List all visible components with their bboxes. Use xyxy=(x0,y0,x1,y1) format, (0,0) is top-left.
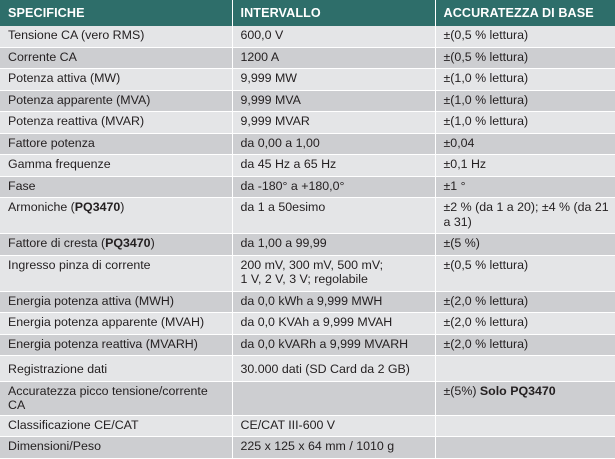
spec-cell xyxy=(0,198,232,234)
spec-cell: Fase xyxy=(0,176,232,198)
accuracy-text: ±(5%) xyxy=(443,383,480,398)
accuracy-cell: ±(0,5 % lettura) xyxy=(435,26,615,47)
accuracy-cell xyxy=(435,381,615,415)
range-cell: da 0,00 a 1,00 xyxy=(232,133,435,155)
spec-text: ) xyxy=(120,200,125,214)
range-cell: da 0,0 kWh a 9,999 MWH xyxy=(232,291,435,313)
accuracy-cell: ±(0,5 % lettura) xyxy=(435,255,615,291)
header-specifiche: SPECIFICHE xyxy=(0,0,232,26)
accuracy-cell: ±(2,0 % lettura) xyxy=(435,313,615,335)
range-cell: da 45 Hz a 65 Hz xyxy=(232,155,435,177)
table-row xyxy=(0,26,615,47)
range-cell: 30.000 dati (SD Card da 2 GB) xyxy=(232,356,435,382)
range-cell xyxy=(232,381,435,415)
range-cell: da 1 a 50esimo xyxy=(232,198,435,234)
table-row xyxy=(0,198,615,234)
spec-cell: Potenza attiva (MW) xyxy=(0,69,232,91)
spec-cell: Corrente CA xyxy=(0,47,232,69)
accuracy-cell: ±0,1 Hz xyxy=(435,155,615,177)
accuracy-cell: ±0,04 xyxy=(435,133,615,155)
range-cell: 9,999 MW xyxy=(232,69,435,91)
accuracy-cell: ±(5 %) xyxy=(435,234,615,256)
table-row xyxy=(0,437,615,459)
spec-text: Fattore di cresta ( xyxy=(8,236,106,250)
spec-cell: Dimensioni/Peso xyxy=(0,437,232,459)
range-cell: da -180° a +180,0° xyxy=(232,176,435,198)
table-row xyxy=(0,291,615,313)
spec-cell: Energia potenza attiva (MWH) xyxy=(0,291,232,313)
table-row xyxy=(0,133,615,155)
table-row xyxy=(0,334,615,356)
spec-cell: Ingresso pinza di corrente xyxy=(0,255,232,291)
spec-cell: Gamma frequenze xyxy=(0,155,232,177)
table-row xyxy=(0,112,615,134)
table-row xyxy=(0,381,615,415)
range-cell: 1200 A xyxy=(232,47,435,69)
spec-cell: Registrazione dati xyxy=(0,356,232,382)
spec-cell: Potenza apparente (MVA) xyxy=(0,90,232,112)
header-intervallo: INTERVALLO xyxy=(232,0,435,26)
table-row xyxy=(0,313,615,335)
model-label: PQ3470 xyxy=(105,236,151,250)
range-cell: 600,0 V xyxy=(232,26,435,47)
accuracy-cell: ±(1,0 % lettura) xyxy=(435,112,615,134)
spec-cell: Energia potenza apparente (MVAH) xyxy=(0,313,232,335)
spec-cell: Potenza reattiva (MVAR) xyxy=(0,112,232,134)
spec-cell: Classificazione CE/CAT xyxy=(0,415,232,437)
range-cell: CE/CAT III-600 V xyxy=(232,415,435,437)
range-cell: da 0,0 kVARh a 9,999 MVARH xyxy=(232,334,435,356)
table-row xyxy=(0,234,615,256)
accuracy-cell: ±(1,0 % lettura) xyxy=(435,90,615,112)
spec-cell: Fattore potenza xyxy=(0,133,232,155)
table-row xyxy=(0,69,615,91)
accuracy-cell: ±(2,0 % lettura) xyxy=(435,291,615,313)
model-label: PQ3470 xyxy=(74,200,121,214)
range-cell: 9,999 MVA xyxy=(232,90,435,112)
table-header-row xyxy=(0,0,615,26)
spec-cell xyxy=(0,234,232,256)
table-row xyxy=(0,176,615,198)
spec-text: Armoniche ( xyxy=(8,200,75,214)
table-row xyxy=(0,155,615,177)
header-accuratezza: ACCURATEZZA DI BASE xyxy=(435,0,615,26)
spec-text: ) xyxy=(150,236,155,250)
range-line: 1 V, 2 V, 3 V; regolabile xyxy=(240,272,368,286)
accuracy-cell xyxy=(435,437,615,459)
spec-cell: Tensione CA (vero RMS) xyxy=(0,26,232,47)
accuracy-cell: ±(2,0 % lettura) xyxy=(435,334,615,356)
model-label: Solo PQ3470 xyxy=(479,383,556,398)
range-cell: 9,999 MVAR xyxy=(232,112,435,134)
accuracy-cell xyxy=(435,356,615,382)
accuracy-cell: ±(0,5 % lettura) xyxy=(435,47,615,69)
table-row xyxy=(0,47,615,69)
accuracy-cell: ±(1,0 % lettura) xyxy=(435,69,615,91)
table-row xyxy=(0,356,615,382)
spec-cell: Accuratezza picco tensione/corrente CA xyxy=(0,381,232,415)
range-cell xyxy=(232,255,435,291)
accuracy-cell: ±1 ° xyxy=(435,176,615,198)
range-cell: da 0,0 KVAh a 9,999 MVAH xyxy=(232,313,435,335)
accuracy-cell xyxy=(435,415,615,437)
table-row xyxy=(0,90,615,112)
range-cell: 225 x 125 x 64 mm / 1010 g xyxy=(232,437,435,459)
range-cell: da 1,00 a 99,99 xyxy=(232,234,435,256)
accuracy-cell: ±2 % (da 1 a 20); ±4 % (da 21 a 31) xyxy=(435,198,615,234)
range-line: 200 mV, 300 mV, 500 mV; xyxy=(240,257,384,272)
spec-cell: Energia potenza reattiva (MVARH) xyxy=(0,334,232,356)
table-row xyxy=(0,255,615,291)
table-row xyxy=(0,415,615,437)
